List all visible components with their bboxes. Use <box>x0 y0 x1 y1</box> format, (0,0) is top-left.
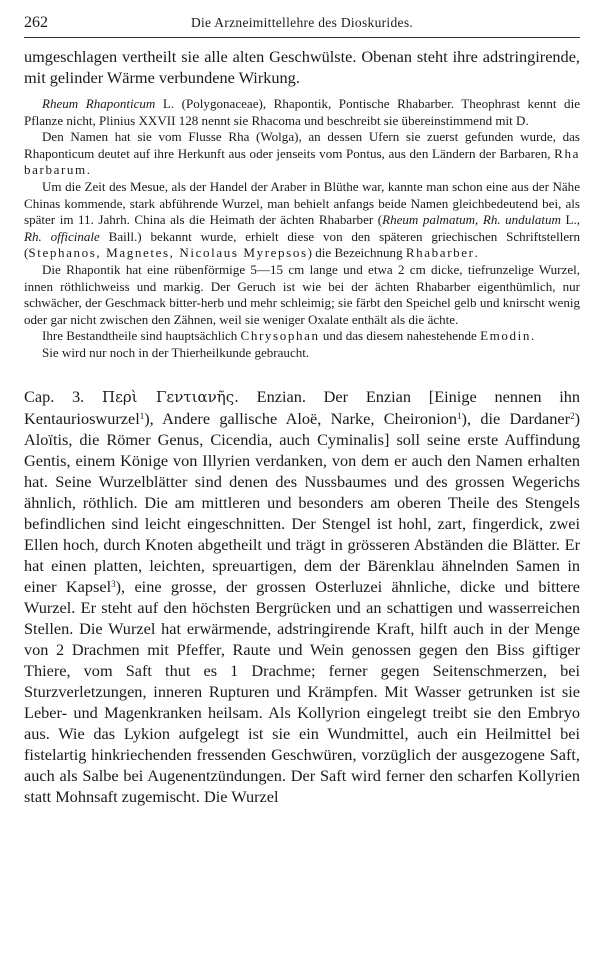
commentary-paragraph: Um die Zeit des Mesue, als der Handel der Araber in Blüthe war, kannte man schon eine aus der Nähe Chinas kommende, stark abführende Wurzel, man behielt anfangs beide Namen gleichbedeutend bei, als später im 11. Jahrh. China als die Heimath der ächten Rhabarber (Rheum palmatum, Rh. undulatum L., Rh. officinale Baill.) bekannt wurde, erhielt diese von den späteren griechischen Schriftstellern (Stephanos, Magnetes, Nicolaus Myrepsos) die Bezeichnung Rhabarber. <box>24 178 581 261</box>
footnote-marker: 1 <box>457 410 462 421</box>
page-header <box>24 14 580 38</box>
species-name: Rheum palmatum, Rh. undulatum <box>382 212 561 228</box>
spaced-term: Chrysophan <box>240 328 320 344</box>
spaced-term: Stephanos, Magnetes, Nicolaus Myrepsos <box>28 245 308 261</box>
commentary-block <box>24 96 580 362</box>
species-name: Rheum Rhaponticum <box>42 96 156 111</box>
spaced-term: Rha barbarum <box>24 145 580 178</box>
page-number: 262 <box>24 14 48 31</box>
commentary-paragraph: Den Namen hat sie vom Flusse Rha (Wolga), an dessen Ufern sie zuerst gefunden wurde, das Rhaponticum deutet auf ihre Herkunft aus oder jenseits vom Pontus, aus den Ländern der Barbaren, Rha barbarum. <box>24 129 580 178</box>
chapter-label: Cap. 3. <box>24 386 85 406</box>
chapter-paragraph: Cap. 3. Περὶ Γεντιανῆς. Enzian. Der Enzian [Einige nennen ihn Kentaurioswurzel$^1$), Andere gallische Aloë, Narke, Cheironion$^1$), die Dardaner$^2$) Aloïtis, die Römer Genus, Cicendia, auch Cyminalis] soll seine erste Auffindung Gentis, einem Könige von Illyrien verdanken, von dem er auch den Namen erhalten hat. Seine Wurzelblätter sind denen des Nussbaumes und des grossen Wegerichs ähnlich, röthlich. Die am mittleren und besonders am oberen Theile des Stengels befindlichen sind leicht eingeschnitten. Der Stengel ist hohl, zart, fingerdick, zwei Ellen hoch, durch Knoten abgetheilt und trägt in grösseren Abständen die Blätter. Er hat einen platten, leichten, spreuartigen, dem der Bärenklau ähnelnden Samen in einer Kapsel$^3$), eine grosse, der grossen Osterluzei ähnliche, dicke und bittere Wurzel. Er steht auf den höchsten Bergrücken und an schattigen und wasserreichen Stellen. Die Wurzel hat erwärmende, adstringirende Kraft, hilft auch in der Menge von 2 Drachmen mit Pfeffer, Raute und Wein genossen gegen den Biss giftiger Thiere, vom Saft thut es 1 Drachme; ferner gegen Seitenschmerzen, bei Sturzverletzungen, inneren Rupturen und Krämpfen. Mit Wasser getrunken ist sie Leber- und Magenkranken heilsam. Als Kollyrion eingelegt treibt sie den Embryo aus. Wie das Lykion aufgelegt ist sie ein Wundmittel, auch ein Heilmittel bei fistelartig hinkriechenden fressenden Geschwüren, vorzüglich der ausgezogene Saft, auch als Salbe bei Augenentzündungen. Der Saft wird ferner den scharfen Kollyrien statt Mohnsaft zugemischt. Die Wurzel <box>24 386 581 806</box>
document-page <box>24 14 580 807</box>
footnote-marker: 1 <box>139 410 145 421</box>
footnote-marker: 3 <box>111 578 116 589</box>
intro-paragraph: umgeschlagen vertheilt sie alle alten Geschwülste. Obenan steht ihre adstringirende, mit gelinder Wärme verbundene Wirkung. <box>24 47 580 87</box>
commentary-paragraph: Sie wird nur noch in der Thierheilkunde gebraucht. <box>42 344 310 360</box>
species-name: Rh. officinale <box>24 228 100 244</box>
spaced-term: Emodin <box>480 328 532 344</box>
footnote-marker: 2 <box>570 410 575 421</box>
commentary-paragraph: Rheum Rhaponticum L. (Polygonaceae), Rhapontik, Pontische Rhabarber. Theophrast kennt die Pflanze nicht, Plinius XXVII 128 nennt sie Rhacoma und beschreibt sie übereinstimmend mit D. <box>24 96 580 128</box>
running-title: Die Arzneimittellehre des Dioskurides. <box>190 15 414 30</box>
spaced-term: Rhabarber <box>405 245 475 261</box>
greek-title: Περὶ Γεντιανῆς. <box>102 387 239 406</box>
commentary-paragraph: Die Rhapontik hat eine rübenförmige 5—15 cm lange und etwa 2 cm dicke, tiefrunzelige Wurzel, innen röthlichweiss und markig. Der Geruch ist wie bei der ächten Rhabarber eigenthümlich, nur schwächer, der Geschmack bitter-herb und mehr schleimig; sie färbt den Speichel gelb und knirscht wenig oder gar nicht zwischen den Zähnen, weil sie weniger Oxalate enthält als die ächte. <box>24 261 580 327</box>
commentary-paragraph: Ihre Bestandtheile sind hauptsächlich Chrysophan und das diesem nahestehende Emodin. <box>42 328 535 344</box>
